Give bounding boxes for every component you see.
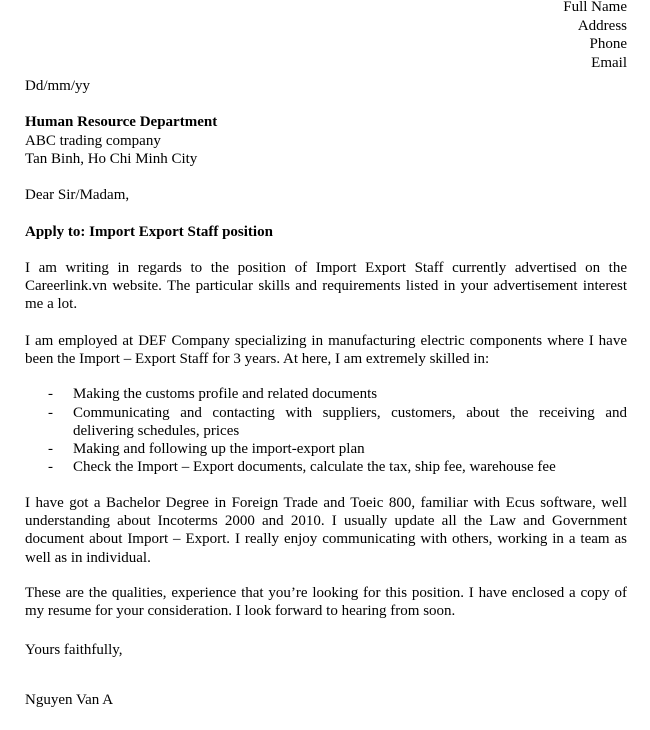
sender-address: Address [577,17,627,34]
bullet-dash: - [48,441,53,458]
skill-text: Check the Import – Export documents, calculate the tax, ship fee, warehouse fee [73,459,556,476]
sender-phone: Phone [589,36,627,52]
list-item [25,385,627,403]
skill-text: Making and following up the import-export plan [73,441,365,458]
bullet-dash: - [48,404,53,421]
education-paragraph: I have got a Bachelor Degree in Foreign Trade and Toeic 800, familiar with Ecus software, well understanding about Incoterms 2000 and 2010. I usually update all the Law and Government document about Import – Export. I really enjoy communicating with others, working in a team as well as in individual. [25,494,627,566]
closing-paragraph: These are the qualities, experience that you’re looking for this position. I have enclosed a copy of my resume for your consideration. I look forward to hearing from soon. [25,584,627,620]
sign-off: Yours faithfully, [25,641,123,658]
list-item [25,440,627,458]
recipient-location: Tan Binh, Ho Chi Minh City [25,150,198,167]
bullet-dash: - [48,459,53,476]
bullet-dash: - [48,386,53,403]
recipient-block [25,113,627,168]
skills-list [25,385,627,476]
sender-block [563,0,627,72]
salutation: Dear Sir/Madam, [25,187,130,204]
employment-paragraph: I am employed at DEF Company specializing in manufacturing electric components where I have been the Import – Export Staff for 3 years. At here, I am extremely skilled in: [25,332,627,367]
list-item [25,404,627,441]
recipient-department: Human Resource Department [25,114,218,131]
list-item [25,458,627,476]
intro-paragraph: I am writing in regards to the position of Import Export Staff currently advertised on the Careerlink.vn website. The particular skills and requirements listed in your advertisement interest me a lot. [25,259,627,313]
letter-date: Dd/mm/yy [25,78,91,94]
skill-text: Communicating and contacting with suppliers, customers, about the receiving and delivering schedules, prices [73,404,627,439]
letter-body [25,77,627,709]
recipient-company: ABC trading company [25,132,161,149]
signature-name: Nguyen Van A [25,691,114,708]
sender-email: Email [591,54,627,71]
skill-text: Making the customs profile and related documents [73,386,378,403]
subject-line: Apply to: Import Export Staff position [25,224,273,241]
sender-full-name: Full Name [563,0,627,15]
